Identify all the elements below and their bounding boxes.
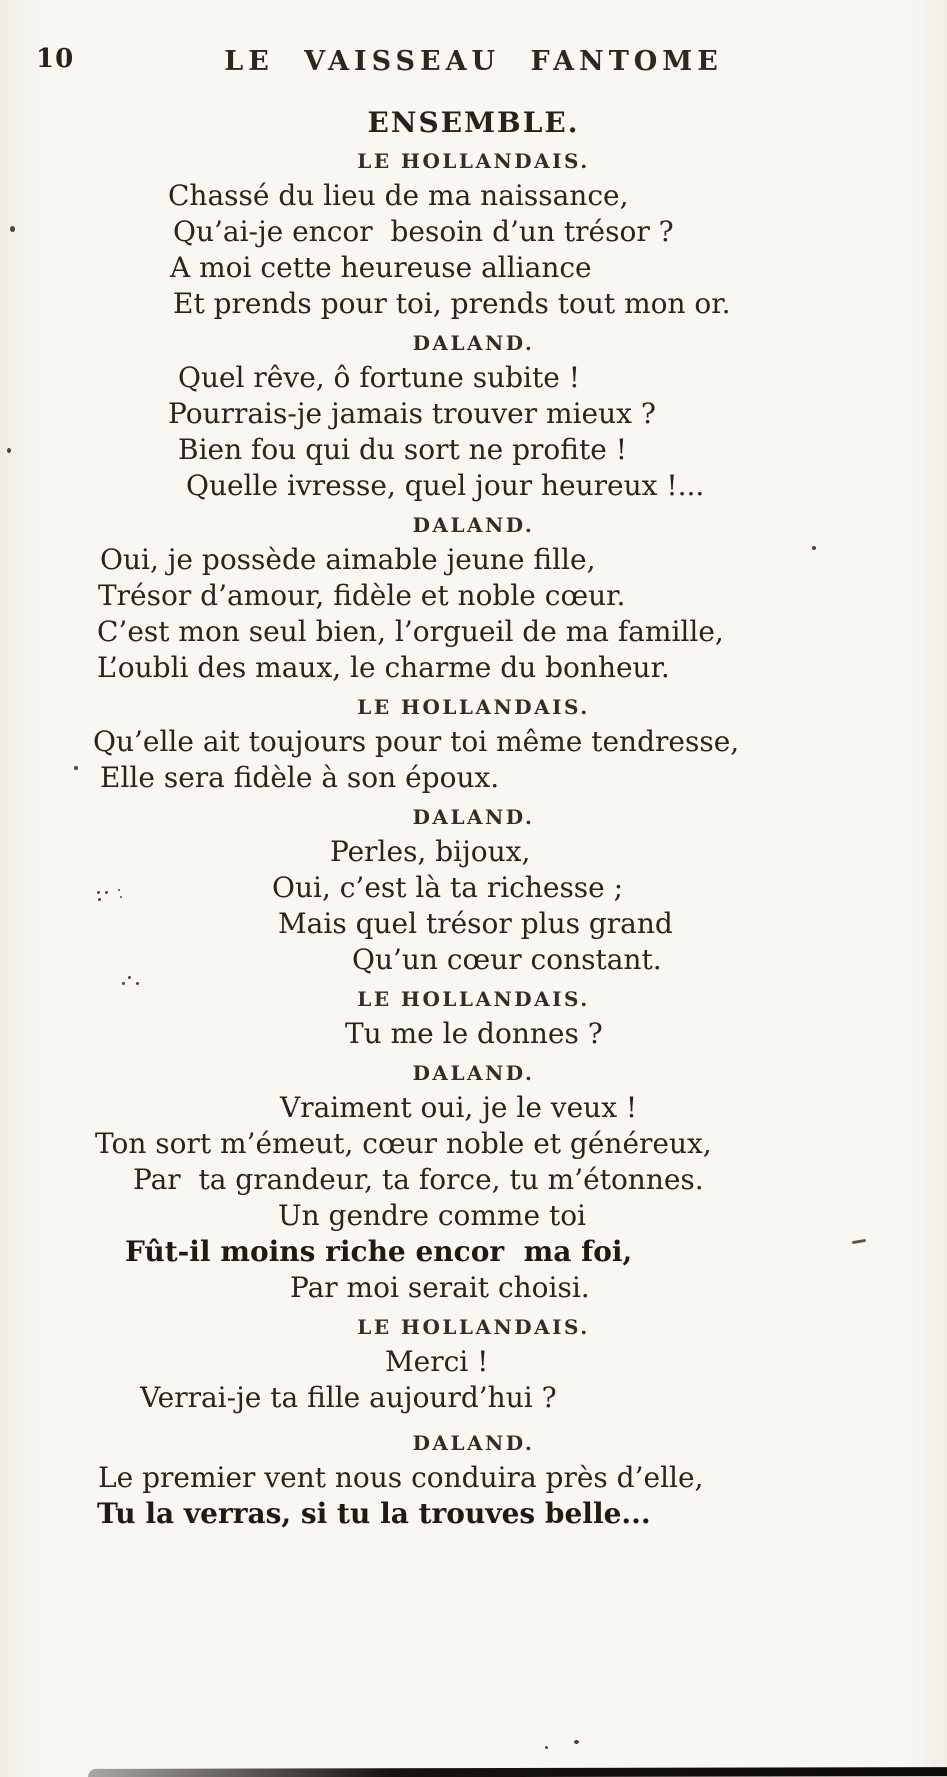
speaker-heading: LE HOLLANDAIS. xyxy=(357,1315,590,1339)
verse-line: Qu’un cœur constant. xyxy=(352,943,662,976)
verse-line: Ton sort m’émeut, cœur noble et généreux, xyxy=(95,1127,712,1160)
scan-speck xyxy=(812,546,816,550)
verse-line: Vraiment oui, je le veux ! xyxy=(280,1091,638,1124)
scan-speck xyxy=(136,982,139,985)
verse-line: Par moi serait choisi. xyxy=(290,1271,590,1304)
verse-line: Un gendre comme toi xyxy=(278,1199,587,1232)
verse-line: Qu’ai-je encor besoin d’un trésor ? xyxy=(173,215,674,248)
scan-speck xyxy=(97,891,100,894)
verse-line: Perles, bijoux, xyxy=(330,835,531,868)
speaker-heading: DALAND. xyxy=(412,331,535,355)
page-number: 10 xyxy=(36,44,75,74)
stanza-hollandais-2 xyxy=(0,696,947,796)
scan-speck xyxy=(545,1746,548,1749)
verse-line: Pourrais-je jamais trouver mieux ? xyxy=(168,397,656,430)
scan-speck xyxy=(105,891,108,894)
verse-line: Mais quel trésor plus grand xyxy=(278,907,673,940)
page-header xyxy=(0,0,947,80)
scan-speck xyxy=(574,1740,579,1744)
stanza-daland-2 xyxy=(0,514,947,686)
stanza-daland-4 xyxy=(0,1062,947,1306)
scan-speck xyxy=(7,448,11,453)
verse-line: Par ta grandeur, ta force, tu m’étonnes. xyxy=(133,1163,704,1196)
verse-line: C’est mon seul bien, l’orgueil de ma famille, xyxy=(97,615,724,648)
verse-line: Tu la verras, si tu la trouves belle... xyxy=(97,1497,651,1530)
verse-line: Tu me le donnes ? xyxy=(345,1017,603,1050)
verse-line: Chassé du lieu de ma naissance, xyxy=(168,179,629,212)
scan-speck xyxy=(122,982,125,985)
verse-line: Le premier vent nous conduira près d’elle, xyxy=(98,1461,704,1494)
speaker-heading: LE HOLLANDAIS. xyxy=(357,987,590,1011)
speaker-heading: LE HOLLANDAIS. xyxy=(357,695,590,719)
verse-line: Quel rêve, ô fortune subite ! xyxy=(178,361,580,394)
header-title: LE VAISSEAU FANTOME xyxy=(224,46,723,77)
verse-line: Elle sera fidèle à son époux. xyxy=(100,761,500,794)
stanza-hollandais-1 xyxy=(0,150,947,322)
speaker-heading: DALAND. xyxy=(412,1061,535,1085)
scan-speck xyxy=(128,976,131,979)
stanza-hollandais-4 xyxy=(0,1316,947,1416)
stanza-daland-3 xyxy=(0,806,947,978)
stanza-daland-1 xyxy=(0,332,947,504)
speaker-heading: LE HOLLANDAIS. xyxy=(357,149,590,173)
scan-speck xyxy=(118,889,120,891)
verse-line: Quelle ivresse, quel jour heureux !... xyxy=(186,469,705,502)
verse-line: Merci ! xyxy=(385,1345,489,1378)
verse-line: A moi cette heureuse alliance xyxy=(170,251,592,284)
stanza-daland-5 xyxy=(0,1432,947,1532)
stanza-hollandais-3 xyxy=(0,988,947,1052)
verse-line: Et prends pour toi, prends tout mon or. xyxy=(173,287,731,320)
verse-line: L’oubli des maux, le charme du bonheur. xyxy=(97,651,670,684)
verse-line: Oui, c’est là ta richesse ; xyxy=(272,871,624,904)
verse-line: Trésor d’amour, fidèle et noble cœur. xyxy=(98,579,626,612)
section-title: ENSEMBLE. xyxy=(367,106,580,139)
scan-speck xyxy=(98,898,101,901)
verse-line: Verrai-je ta fille aujourd’hui ? xyxy=(140,1381,557,1414)
verse-line: Fût-il moins riche encor ma foi, xyxy=(125,1235,633,1268)
verse-line: Oui, je possède aimable jeune fille, xyxy=(100,543,596,576)
scan-speck xyxy=(120,896,122,898)
speaker-heading: DALAND. xyxy=(412,513,535,537)
speaker-heading: DALAND. xyxy=(412,1431,535,1455)
scan-speck xyxy=(74,766,78,770)
verse-line: Qu’elle ait toujours pour toi même tendresse, xyxy=(93,725,740,758)
scan-speck xyxy=(10,226,15,232)
verse-line: Bien fou qui du sort ne profite ! xyxy=(178,433,627,466)
speaker-heading: DALAND. xyxy=(412,805,535,829)
scan-edge-shadow xyxy=(88,1767,947,1777)
